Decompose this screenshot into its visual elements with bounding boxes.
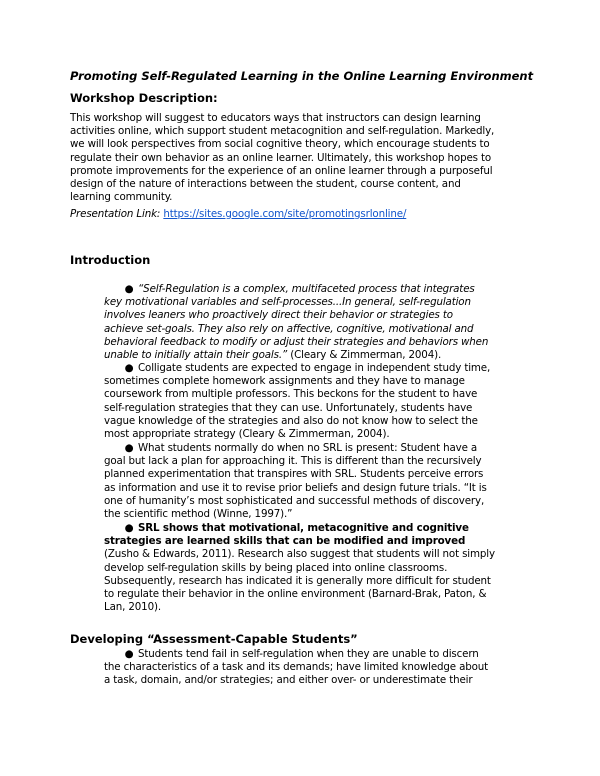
bullet-line: Students tend fail in self-regulation when they are unable to discern	[138, 648, 479, 660]
bullet-srl-learned-skills	[104, 522, 544, 614]
workshop-heading: Workshop Description:	[70, 91, 218, 105]
bullet-line: as information and use it to revise prior beliefs and design future trials. “It is	[104, 481, 487, 494]
bullet-line: most appropriate strategy (Cleary & Zimmerman, 2004).	[104, 428, 390, 441]
bullet-line: coursework from multiple professors. This beckons for the student to have	[104, 388, 478, 401]
bullet-self-regulation-quote	[104, 283, 544, 362]
bullet-line: Colligate students are expected to engage in independent study time,	[138, 362, 491, 374]
workshop-description	[70, 112, 540, 204]
bold-line: SRL shows that motivational, metacognitive and cognitive	[138, 522, 469, 534]
quote-line: achieve set-goals. They also rely on affective, cognitive, motivational and	[104, 322, 474, 335]
document-title: Promoting Self-Regulated Learning in the Online Learning Environment	[70, 69, 534, 83]
quote-line: key motivational variables and self-processes...In general, self-regulation	[104, 296, 471, 309]
bullet-line: planned experimentation that transpires with SRL. Students perceive errors	[104, 468, 484, 481]
bullet-colligate-students	[104, 362, 544, 441]
bullet-line: goal but lack a plan for approaching it. This is different than the recursively	[104, 455, 482, 468]
description-line: learning community.	[70, 191, 173, 204]
presentation-link-row	[70, 208, 540, 221]
description-line: promote improvements for the experience of an online learner through a purposeful	[70, 164, 493, 177]
bold-line: strategies are learned skills that can be modified and improved	[104, 535, 466, 548]
presentation-link[interactable]: https://sites.google.com/site/promotingsrlonline/	[163, 208, 407, 220]
quote-line: “Self-Regulation is a complex, multifaceted process that integrates	[138, 283, 475, 295]
bullet-line: Lan, 2010).	[104, 601, 161, 614]
description-line: design of the nature of interactions between the student, course content, and	[70, 178, 461, 191]
assessment-capable-heading: Developing “Assessment-Capable Students”	[70, 632, 358, 646]
bullet-line: vague knowledge of the strategies and also do not know how to select the	[104, 414, 478, 427]
bullet-line: develop self-regulation skills by being placed into online classrooms.	[104, 561, 448, 574]
quote-line: unable to initially attain their goals.”	[104, 349, 288, 362]
description-line: we will look perspectives from social cognitive theory, which encourage students to	[70, 138, 490, 151]
presentation-link-label: Presentation Link:	[70, 208, 164, 220]
quote-line: involves leaners who proactively direct their behavior or strategies to	[104, 309, 453, 322]
quote-line: behavioral feedback to modify or adjust their strategies and behaviors when	[104, 335, 489, 348]
bullet-icon: ●	[124, 648, 134, 660]
bullet-line: (Zusho & Edwards, 2011). Research also suggest that students will not simply	[104, 548, 495, 561]
bullet-line: one of humanity’s most sophisticated and successful methods of discovery,	[104, 494, 485, 507]
bullet-icon: ●	[124, 283, 134, 295]
bullet-line: a task, domain, and/or strategies; and either over- or underestimate their	[104, 674, 473, 687]
bullet-line: self-regulation strategies that they can use. Unfortunately, students have	[104, 401, 473, 414]
bullet-line: sometimes complete homework assignments and they have to manage	[104, 375, 465, 388]
quote-citation: (Cleary & Zimmerman, 2004).	[287, 349, 442, 362]
bullet-line: What students normally do when no SRL is present: Student have a	[138, 442, 478, 454]
description-line: activities online, which support student metacognition and self-regulation. Markedly,	[70, 125, 495, 138]
description-line: regulate their own behavior as an online learner. Ultimately, this workshop hopes to	[70, 151, 492, 164]
bullet-icon: ●	[124, 362, 134, 374]
bullet-line: to regulate their behavior in the online environment (Barnard-Brak, Paton, &	[104, 588, 487, 601]
bullet-no-srl	[104, 442, 544, 521]
introduction-heading: Introduction	[70, 253, 151, 267]
bullet-icon: ●	[124, 442, 134, 454]
bullet-line: the scientific method (Winne, 1997).”	[104, 508, 293, 521]
bullet-line: Subsequently, research has indicated it is generally more difficult for student	[104, 574, 491, 587]
bullet-icon: ●	[124, 522, 134, 534]
description-line: This workshop will suggest to educators ways that instructors can design learning	[70, 112, 481, 124]
bullet-students-fail	[104, 648, 544, 688]
bullet-line: the characteristics of a task and its demands; have limited knowledge about	[104, 661, 489, 674]
